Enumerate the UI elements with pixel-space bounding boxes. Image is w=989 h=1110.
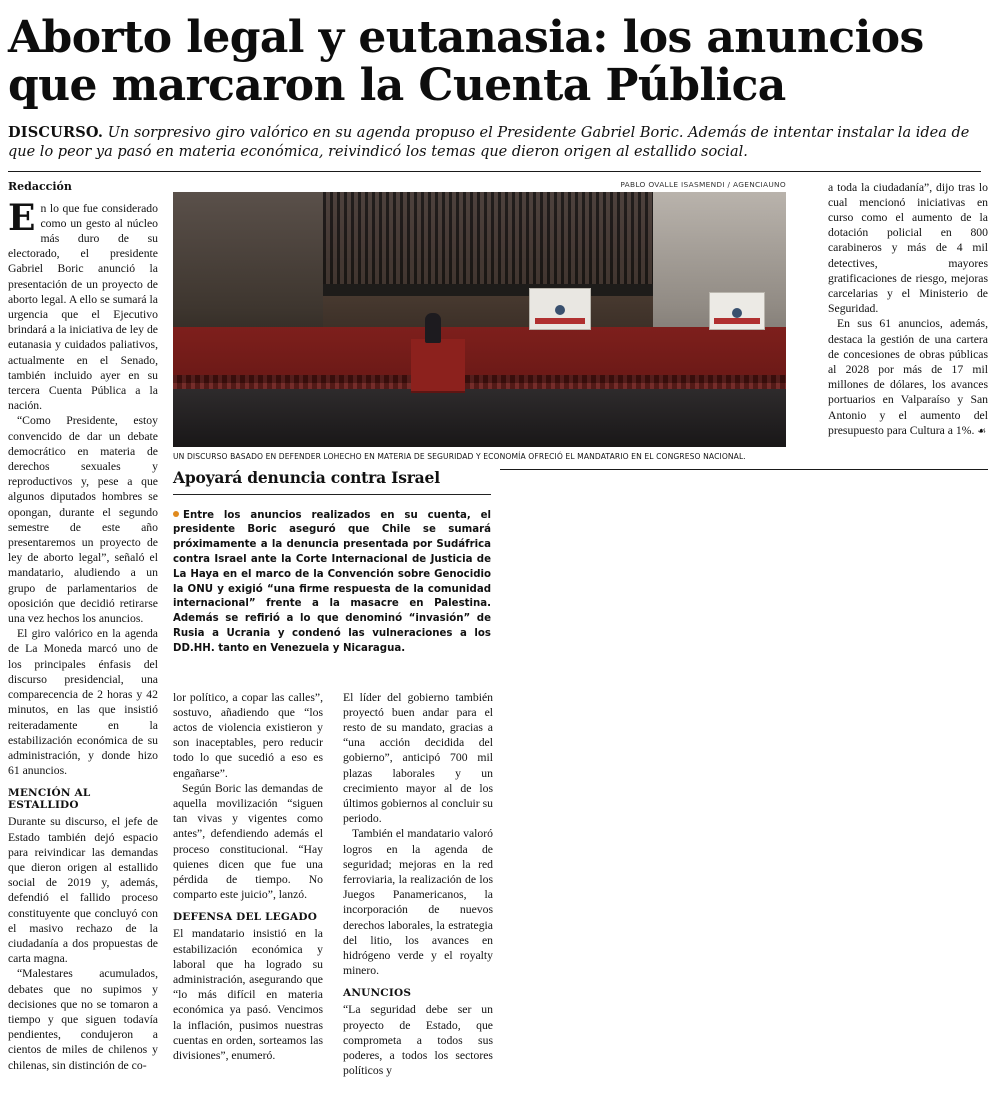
article-grid [8,179,988,1080]
photo-credit: PABLO OVALLE ISASMENDI / AGENCIAUNO [620,179,786,189]
section-heading-anuncios: ANUNCIOS [343,987,412,1000]
paragraph-text: En sus 61 anuncios, además, destaca la gestión de una cartera de concesiones de obras públicas al 2028 por más de 17 mil millones de dólares, los avances portuarios en Valparaíso y San Antonio y el aumento del presupuesto para Cultura a 1%. [828,317,988,437]
paragraph [828,316,988,438]
page-title: Aborto legal y eutanasia: los anuncios que marcaron la Cuenta Pública [8,12,924,111]
paragraph: También el mandatario valoró logros en la agenda de seguridad; mejoras en la red ferroviaria, la realización de los Juegos Panamericanos, la incorporación de nuevos derechos laborales, la estrategia del litio, los avances en hidrógeno verde y el royalty minero. [343,827,493,978]
column-right [828,180,988,438]
sidebar-israel [173,468,491,657]
paragraph: El líder del gobierno también proyectó buen andar para el resto de su mandato, gracias a “una acción decidida del gobierno”, anticipó 700 mil plazas laborales y un crecimiento mayor al de los últimos gobiernos al concluir su periodo. [343,690,493,826]
article-photo [173,192,786,447]
header-divider [8,171,981,172]
paragraph: lor político, a copar las calles”, sostuvo, añadiendo que “los actos de violencia existieron y son inaceptables, pero reducir todo lo que sucedió a eso es engañarse”. [173,690,323,780]
photo-block [173,180,786,462]
paragraph: n lo que fue considerado como un gesto al núcleo más duro de su electorado, el presidente Gabriel Boric anunció la presentación de un proyecto de aborto legal. A ello se sumará la urgencia que el Ejecutivo brindará a la iniciativa de ley de eutanasia y cuidados paliativos, actualmente en el Senado, también incluido ayer en su tercera Cuenta Pública a la nación. [8,201,158,413]
paragraph: Durante su discurso, el jefe de Estado también dejó espacio para reivindicar las demandas que dieron origen al estallido social de 2019 y, además, defendió el fallido proceso constituyente que concluyó con el masivo rechazo de la ciudadanía a dos propuestas de carta magna. [8,815,158,966]
section-heading-legado: DEFENSA DEL LEGADO [173,911,318,924]
paragraph: “Como Presidente, estoy convencido de dar un debate democrático en materia de derechos sexuales y reproductivos y, pese a que algunos diputados hombres se opongan, durante el segundo semestre de este año presentaremos un proyecto de ley de aborto legal”, señaló el mandatario, aludiendo a un grupo de parlamentarios de oposición que decidió retirarse una vez hechos los anuncios. [8,414,158,626]
standfirst [8,123,977,163]
standfirst-label: DISCURSO. [8,124,104,142]
sidebar-divider [173,494,491,495]
drop-cap: E [8,196,36,239]
paragraph: Según Boric las demandas de aquella movilización “siguen tan vivas y vigentes como antes”, defendiendo además el proceso constitucional. “Hay quienes dicen que fue una pérdida de tiempo. No comparto este juicio”, lanzó. [173,781,323,902]
paragraph: “Malestares acumulados, debates que no supimos y decisiones que no se tomaron a tiempo y que siguen todavía pendientes, condujeron a cientos de miles de chilenos y chilenas, sin distinción de co- [8,967,158,1072]
column-lower-1 [173,690,323,1064]
paragraph: “La seguridad debe ser un proyecto de Estado, que comprometa a todos sus poderes, a todos los sectores políticos y [343,1003,493,1078]
left-body [8,196,158,1073]
section-divider [500,469,988,470]
byline: Redacción [8,179,72,193]
column-lower-2 [343,690,493,1079]
paragraph: a toda la ciudadanía”, dijo tras lo cual mencionó iniciativas en curso como el aumento de la dotación policial en 800 carabineros y más de 4 mil detectives, mayores gratificaciones de riesgo, mejoras carcelarias y el Ministerio de Seguridad. [828,180,988,316]
newspaper-page [0,14,989,1110]
paragraph: El giro valórico en la agenda de La Moneda marcó uno de los principales énfasis del discurso presidencial, una comparecencia de 2 horas y 42 minutos, en las que insistió reiteradamente en la estabilización económica de su administración, y donde hizo 61 anuncios. [8,627,158,778]
photo-caption: UN DISCURSO BASADO EN DEFENDER LOHECHO EN MATERIA DE SEGURIDAD Y ECONOMÍA OFRECIÓ EL MANDATARIO EN EL CONGRESO NACIONAL. [173,451,746,461]
sidebar-body [173,509,491,657]
bullet-icon [173,511,179,517]
section-heading-estallido: MENCIÓN AL ESTALLIDO [8,787,91,812]
standfirst-text: Un sorpresivo giro valórico en su agenda propuso el Presidente Gabriel Boric. Además de intentar instalar la idea de que lo peor ya pasó en materia económica, reivindicó los temas que dieron origen al estallido social. [8,125,970,161]
paragraph: El mandatario insistió en la estabilización económica y laboral que ha logrado su administración, asegurando que “lo más difícil en materia económica ya pasó. Vencimos la inflación, pusimos nuestras cuentas en orden, sorteamos las divisiones”, enumeró. [173,927,323,1063]
sidebar-title: Apoyará denuncia contra Israel [173,467,440,487]
sidebar-text: Entre los anuncios realizados en su cuenta, el presidente Boric aseguró que Chile se sumará próximamente a la denuncia presentada por Sudáfrica contra Israel ante la Corte Internacional de Justicia de La Haya en el marco de la Convención sobre Genocidio la ONU y exigió “una firme respuesta de la comunidad internacional” frente a la masacre en Palestina. Además se refirió a lo que denominó “invasión” de Rusia a Ucrania y condenó las vulneraciones a los DD.HH. tanto en Venezuela y Nicaragua. [173,509,491,654]
column-left [8,180,158,1073]
end-mark: ☙ [977,425,987,437]
